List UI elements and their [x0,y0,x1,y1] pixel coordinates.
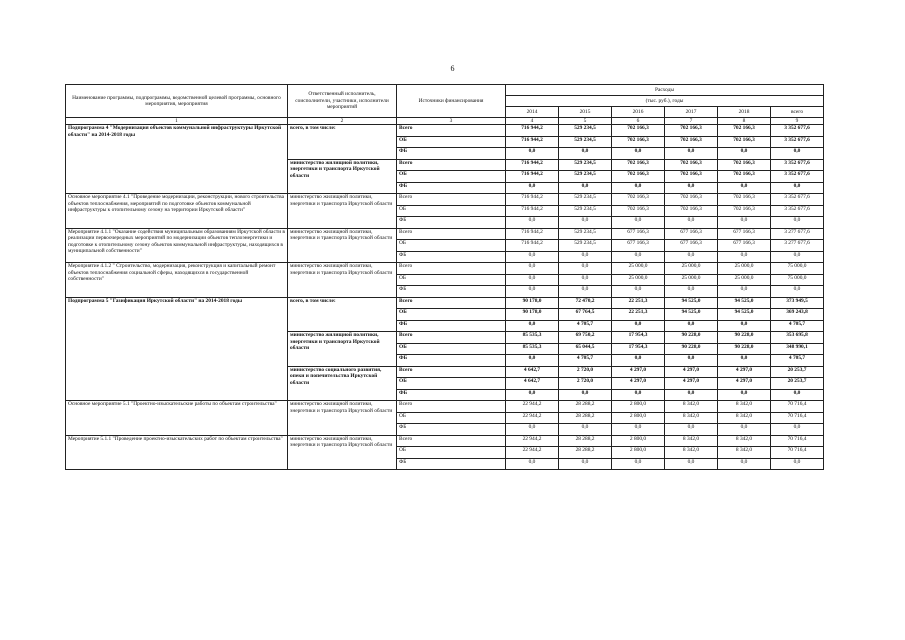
program-name: Мероприятие 4.1.2 " Строительство, модернизация, реконструкция и капитальный ремонт объектов теплоснабжения социальной сферы, находящихся в государственной собственности" [66,263,288,298]
year-value: 716 944,2 [506,228,559,240]
year-value: 8 342,0 [718,447,771,459]
column-index: 7 [665,118,718,125]
year-value: 8 342,0 [665,412,718,424]
year-value: 0,0 [665,251,718,263]
year-value: 67 764,5 [559,309,612,321]
total-value: 3 352 677,6 [771,205,824,217]
year-value: 0,0 [665,217,718,229]
column-index: 3 [397,118,506,125]
year-value: 677 166,3 [665,228,718,240]
year-value: 702 166,3 [612,171,665,183]
page-number: 6 [450,64,455,73]
year-value: 25 000,0 [665,263,718,275]
year-value: 529 234,5 [559,228,612,240]
header-total: всего [771,107,824,118]
year-value: 716 944,2 [506,159,559,171]
year-value: 28 288,2 [559,412,612,424]
header-expenses: Расходы [506,85,824,96]
year-value: 4 705,7 [559,320,612,332]
header-responsible: Ответственный исполнитель, соисполнители, участники, исполнители мероприятий [288,85,397,118]
year-value: 22 251,3 [612,309,665,321]
column-index: 5 [559,118,612,125]
program-name: Подпрограмма 5 "Газификация Иркутской области" на 2014-2018 годы [66,297,288,401]
funding-source: ФБ [397,217,506,229]
year-value: 0,0 [718,424,771,436]
funding-source: ОБ [397,274,506,286]
year-value: 0,0 [559,458,612,470]
year-value: 8 342,0 [665,435,718,447]
header-name: Наименование программы, подпрограммы, ведомственной целевой программы, основного мероприятия, мероприятия [66,85,288,118]
year-value: 0,0 [612,251,665,263]
year-value: 0,0 [506,182,559,194]
year-value: 529 234,5 [559,159,612,171]
year-value: 677 166,3 [612,228,665,240]
year-value: 0,0 [506,263,559,275]
program-name: Мероприятие 5.1.1 "Проведение проектно-изыскательских работ по объектам строительства" [66,435,288,470]
table-row [66,401,824,413]
year-value: 0,0 [665,424,718,436]
year-value: 529 234,5 [559,240,612,252]
total-value: 70 716,4 [771,435,824,447]
year-value: 0,0 [506,217,559,229]
year-value: 0,0 [718,389,771,401]
year-value: 0,0 [506,286,559,298]
year-value: 0,0 [506,320,559,332]
funding-source: ФБ [397,182,506,194]
table-row [66,194,824,206]
funding-source: ОБ [397,205,506,217]
year-value: 0,0 [718,251,771,263]
year-value: 702 166,3 [612,194,665,206]
year-value: 0,0 [506,458,559,470]
funding-source: ФБ [397,389,506,401]
year-value: 0,0 [665,458,718,470]
year-value: 25 000,0 [718,274,771,286]
year-value: 0,0 [559,263,612,275]
year-value: 0,0 [718,286,771,298]
responsible-executor: министерство жилищной политики, энергетики и транспорта Иркутской области [288,435,397,470]
year-value: 85 535,3 [506,343,559,355]
header-year: 2014 [506,107,559,118]
year-value: 90 228,0 [665,343,718,355]
funding-source: Всего [397,332,506,344]
year-value: 529 234,5 [559,171,612,183]
total-value: 3 352 677,6 [771,194,824,206]
year-value: 716 944,2 [506,171,559,183]
year-value: 716 944,2 [506,136,559,148]
year-value: 4 297,0 [612,378,665,390]
responsible-executor: министерство жилищной политики, энергетики и транспорта Иркутской области [288,228,397,263]
year-value: 22 944,2 [506,435,559,447]
year-value: 2 800,0 [612,401,665,413]
total-value: 3 277 677,6 [771,228,824,240]
year-value: 702 166,3 [665,125,718,137]
year-value: 2 800,0 [612,412,665,424]
year-value: 17 954,3 [612,332,665,344]
year-value: 702 166,3 [718,136,771,148]
year-value: 22 944,2 [506,412,559,424]
year-value: 8 342,0 [718,412,771,424]
responsible-executor: министерство жилищной политики, энергетики и транспорта Иркутской области [288,401,397,436]
year-value: 72 470,2 [559,297,612,309]
year-value: 677 166,3 [718,240,771,252]
budget-table [65,84,824,470]
year-value: 22 944,2 [506,447,559,459]
table-row [66,228,824,240]
year-value: 94 525,0 [718,309,771,321]
year-value: 94 525,0 [718,297,771,309]
year-value: 0,0 [718,458,771,470]
year-value: 0,0 [612,182,665,194]
year-value: 22 251,3 [612,297,665,309]
year-value: 0,0 [612,320,665,332]
year-value: 8 342,0 [665,401,718,413]
funding-source: Всего [397,125,506,137]
year-value: 0,0 [718,320,771,332]
responsible-executor: всего, в том числе: [288,125,397,160]
year-value: 2 800,0 [612,435,665,447]
year-value: 22 944,2 [506,401,559,413]
program-name: Подпрограмма 4 "Модернизация объектов коммунальной инфраструктуры Иркутской области" на 2014-2018 годы [66,125,288,194]
year-value: 702 166,3 [612,136,665,148]
funding-source: ОБ [397,171,506,183]
table-body [66,125,824,470]
year-value: 2 720,0 [559,378,612,390]
year-value: 0,0 [612,424,665,436]
year-value: 0,0 [559,274,612,286]
funding-source: ОБ [397,378,506,390]
total-value: 20 253,7 [771,366,824,378]
year-value: 0,0 [506,389,559,401]
year-value: 702 166,3 [718,194,771,206]
column-index: 2 [288,118,397,125]
year-value: 0,0 [612,389,665,401]
year-value: 0,0 [718,182,771,194]
year-value: 0,0 [612,286,665,298]
year-value: 4 297,0 [665,366,718,378]
funding-source: ФБ [397,148,506,160]
year-value: 0,0 [612,458,665,470]
year-value: 0,0 [665,182,718,194]
year-value: 25 000,0 [612,274,665,286]
total-value: 75 000,0 [771,263,824,275]
year-value: 0,0 [718,217,771,229]
year-value: 2 720,0 [559,366,612,378]
year-value: 4 705,7 [559,355,612,367]
year-value: 716 944,2 [506,240,559,252]
responsible-executor: министерство социального развития, опеки и попечительства Иркутской области [288,366,397,401]
funding-source: ОБ [397,240,506,252]
funding-source: ФБ [397,320,506,332]
year-value: 0,0 [559,251,612,263]
funding-source: Всего [397,401,506,413]
total-value: 3 352 677,6 [771,136,824,148]
total-value: 0,0 [771,458,824,470]
year-value: 702 166,3 [665,136,718,148]
year-value: 0,0 [665,355,718,367]
year-value: 8 342,0 [718,435,771,447]
year-value: 25 000,0 [665,274,718,286]
header-year: 2015 [559,107,612,118]
funding-source: ОБ [397,343,506,355]
year-value: 65 044,5 [559,343,612,355]
responsible-executor: министерство жилищной политики, энергетики и транспорта Иркутской области [288,263,397,298]
year-value: 4 297,0 [665,378,718,390]
year-value: 94 525,0 [665,297,718,309]
year-value: 28 288,2 [559,447,612,459]
year-value: 0,0 [559,217,612,229]
funding-source: ОБ [397,309,506,321]
header-funding-source: Источники финансирования [397,85,506,118]
year-value: 0,0 [559,389,612,401]
year-value: 0,0 [559,182,612,194]
column-index: 1 [66,118,288,125]
total-value: 3 277 677,6 [771,240,824,252]
year-value: 4 297,0 [718,366,771,378]
funding-source: Всего [397,366,506,378]
funding-source: ФБ [397,286,506,298]
year-value: 0,0 [506,424,559,436]
year-value: 702 166,3 [665,205,718,217]
year-value: 4 642,7 [506,366,559,378]
funding-source: ФБ [397,355,506,367]
year-value: 529 234,5 [559,194,612,206]
year-value: 677 166,3 [718,228,771,240]
year-value: 85 535,3 [506,332,559,344]
funding-source: ФБ [397,251,506,263]
total-value: 0,0 [771,286,824,298]
year-value: 0,0 [665,286,718,298]
funding-source: ОБ [397,447,506,459]
year-value: 8 342,0 [665,447,718,459]
total-value: 4 705,7 [771,320,824,332]
total-value: 0,0 [771,148,824,160]
year-value: 4 642,7 [506,378,559,390]
total-value: 70 716,4 [771,412,824,424]
year-value: 0,0 [612,217,665,229]
responsible-executor: министерство жилищной политики, энергетики и транспорта Иркутской области [288,159,397,194]
program-name: Мероприятие 4.1.1 "Оказание содействия муниципальным образованиям Иркутской области в реализации первоочередных мероприятий по модернизации объектов теплоэнергетики и подготовке к отопительному сезону объектов коммунальной инфраструктуры, находящихся в муниципальной собственности" [66,228,288,263]
header-year: 2017 [665,107,718,118]
year-value: 716 944,2 [506,125,559,137]
total-value: 70 716,4 [771,401,824,413]
year-value: 677 166,3 [665,240,718,252]
year-value: 0,0 [506,148,559,160]
total-value: 3 352 677,6 [771,125,824,137]
funding-source: Всего [397,435,506,447]
total-value: 0,0 [771,389,824,401]
total-value: 373 949,5 [771,297,824,309]
year-value: 0,0 [506,355,559,367]
funding-source: ОБ [397,412,506,424]
year-value: 529 234,5 [559,205,612,217]
responsible-executor: министерство жилищной политики, энергетики и транспорта Иркутской области [288,332,397,367]
year-value: 90 228,0 [718,343,771,355]
funding-source: ФБ [397,424,506,436]
header-units: (тыс. руб.), годы [506,96,824,107]
year-value: 0,0 [506,251,559,263]
year-value: 4 297,0 [612,366,665,378]
funding-source: Всего [397,297,506,309]
year-value: 0,0 [559,424,612,436]
year-value: 90 178,0 [506,309,559,321]
year-value: 702 166,3 [612,159,665,171]
year-value: 0,0 [559,148,612,160]
column-index: 9 [771,118,824,125]
year-value: 2 800,0 [612,447,665,459]
total-value: 369 243,8 [771,309,824,321]
header-year: 2016 [612,107,665,118]
funding-source: ФБ [397,458,506,470]
column-index: 4 [506,118,559,125]
year-value: 0,0 [665,148,718,160]
year-value: 90 228,0 [665,332,718,344]
year-value: 0,0 [612,355,665,367]
year-value: 28 288,2 [559,401,612,413]
year-value: 529 234,5 [559,125,612,137]
column-index: 6 [612,118,665,125]
total-value: 348 990,1 [771,343,824,355]
total-value: 75 000,0 [771,274,824,286]
year-value: 716 944,2 [506,205,559,217]
year-value: 25 000,0 [612,263,665,275]
column-index: 8 [718,118,771,125]
year-value: 4 297,0 [718,378,771,390]
funding-source: ОБ [397,136,506,148]
total-value: 0,0 [771,251,824,263]
funding-source: Всего [397,228,506,240]
year-value: 702 166,3 [718,205,771,217]
year-value: 702 166,3 [718,171,771,183]
responsible-executor: министерство жилищной политики, энергетики и транспорта Иркутской области [288,194,397,229]
total-value: 20 253,7 [771,378,824,390]
year-value: 0,0 [612,148,665,160]
year-value: 94 525,0 [665,309,718,321]
year-value: 716 944,2 [506,194,559,206]
year-value: 0,0 [559,286,612,298]
program-name: Основное мероприятие 5.1 "Проектно-изыскательские работы по объектам строительства" [66,401,288,436]
year-value: 0,0 [506,274,559,286]
year-value: 677 166,3 [612,240,665,252]
table-header [66,85,824,125]
year-value: 702 166,3 [665,171,718,183]
year-value: 25 000,0 [718,263,771,275]
total-value: 353 695,8 [771,332,824,344]
total-value: 0,0 [771,182,824,194]
table-row [66,297,824,309]
year-value: 702 166,3 [612,125,665,137]
funding-source: Всего [397,159,506,171]
funding-source: Всего [397,263,506,275]
program-name: Основное мероприятие 4.1 "Проведение модернизации, реконструкции, нового строительства объектов теплоснабжения, мероприятий по подготовке объектов коммунальной инфраструктуры к отопительному сезону на территории Иркутской области" [66,194,288,229]
header-year: 2018 [718,107,771,118]
year-value: 702 166,3 [718,125,771,137]
total-value: 0,0 [771,424,824,436]
total-value: 4 705,7 [771,355,824,367]
year-value: 702 166,3 [665,194,718,206]
year-value: 90 178,0 [506,297,559,309]
year-value: 17 954,3 [612,343,665,355]
table-row [66,435,824,447]
year-value: 702 166,3 [665,159,718,171]
total-value: 3 352 677,6 [771,171,824,183]
year-value: 529 234,5 [559,136,612,148]
year-value: 90 228,0 [718,332,771,344]
year-value: 0,0 [718,148,771,160]
table-row [66,263,824,275]
table-row [66,125,824,137]
funding-source: Всего [397,194,506,206]
total-value: 70 716,4 [771,447,824,459]
total-value: 3 352 677,6 [771,159,824,171]
total-value: 0,0 [771,217,824,229]
year-value: 69 750,2 [559,332,612,344]
year-value: 0,0 [665,389,718,401]
year-value: 702 166,3 [718,159,771,171]
responsible-executor: всего, в том числе: [288,297,397,332]
year-value: 8 342,0 [718,401,771,413]
year-value: 0,0 [665,320,718,332]
year-value: 702 166,3 [612,205,665,217]
year-value: 28 288,2 [559,435,612,447]
year-value: 0,0 [718,355,771,367]
